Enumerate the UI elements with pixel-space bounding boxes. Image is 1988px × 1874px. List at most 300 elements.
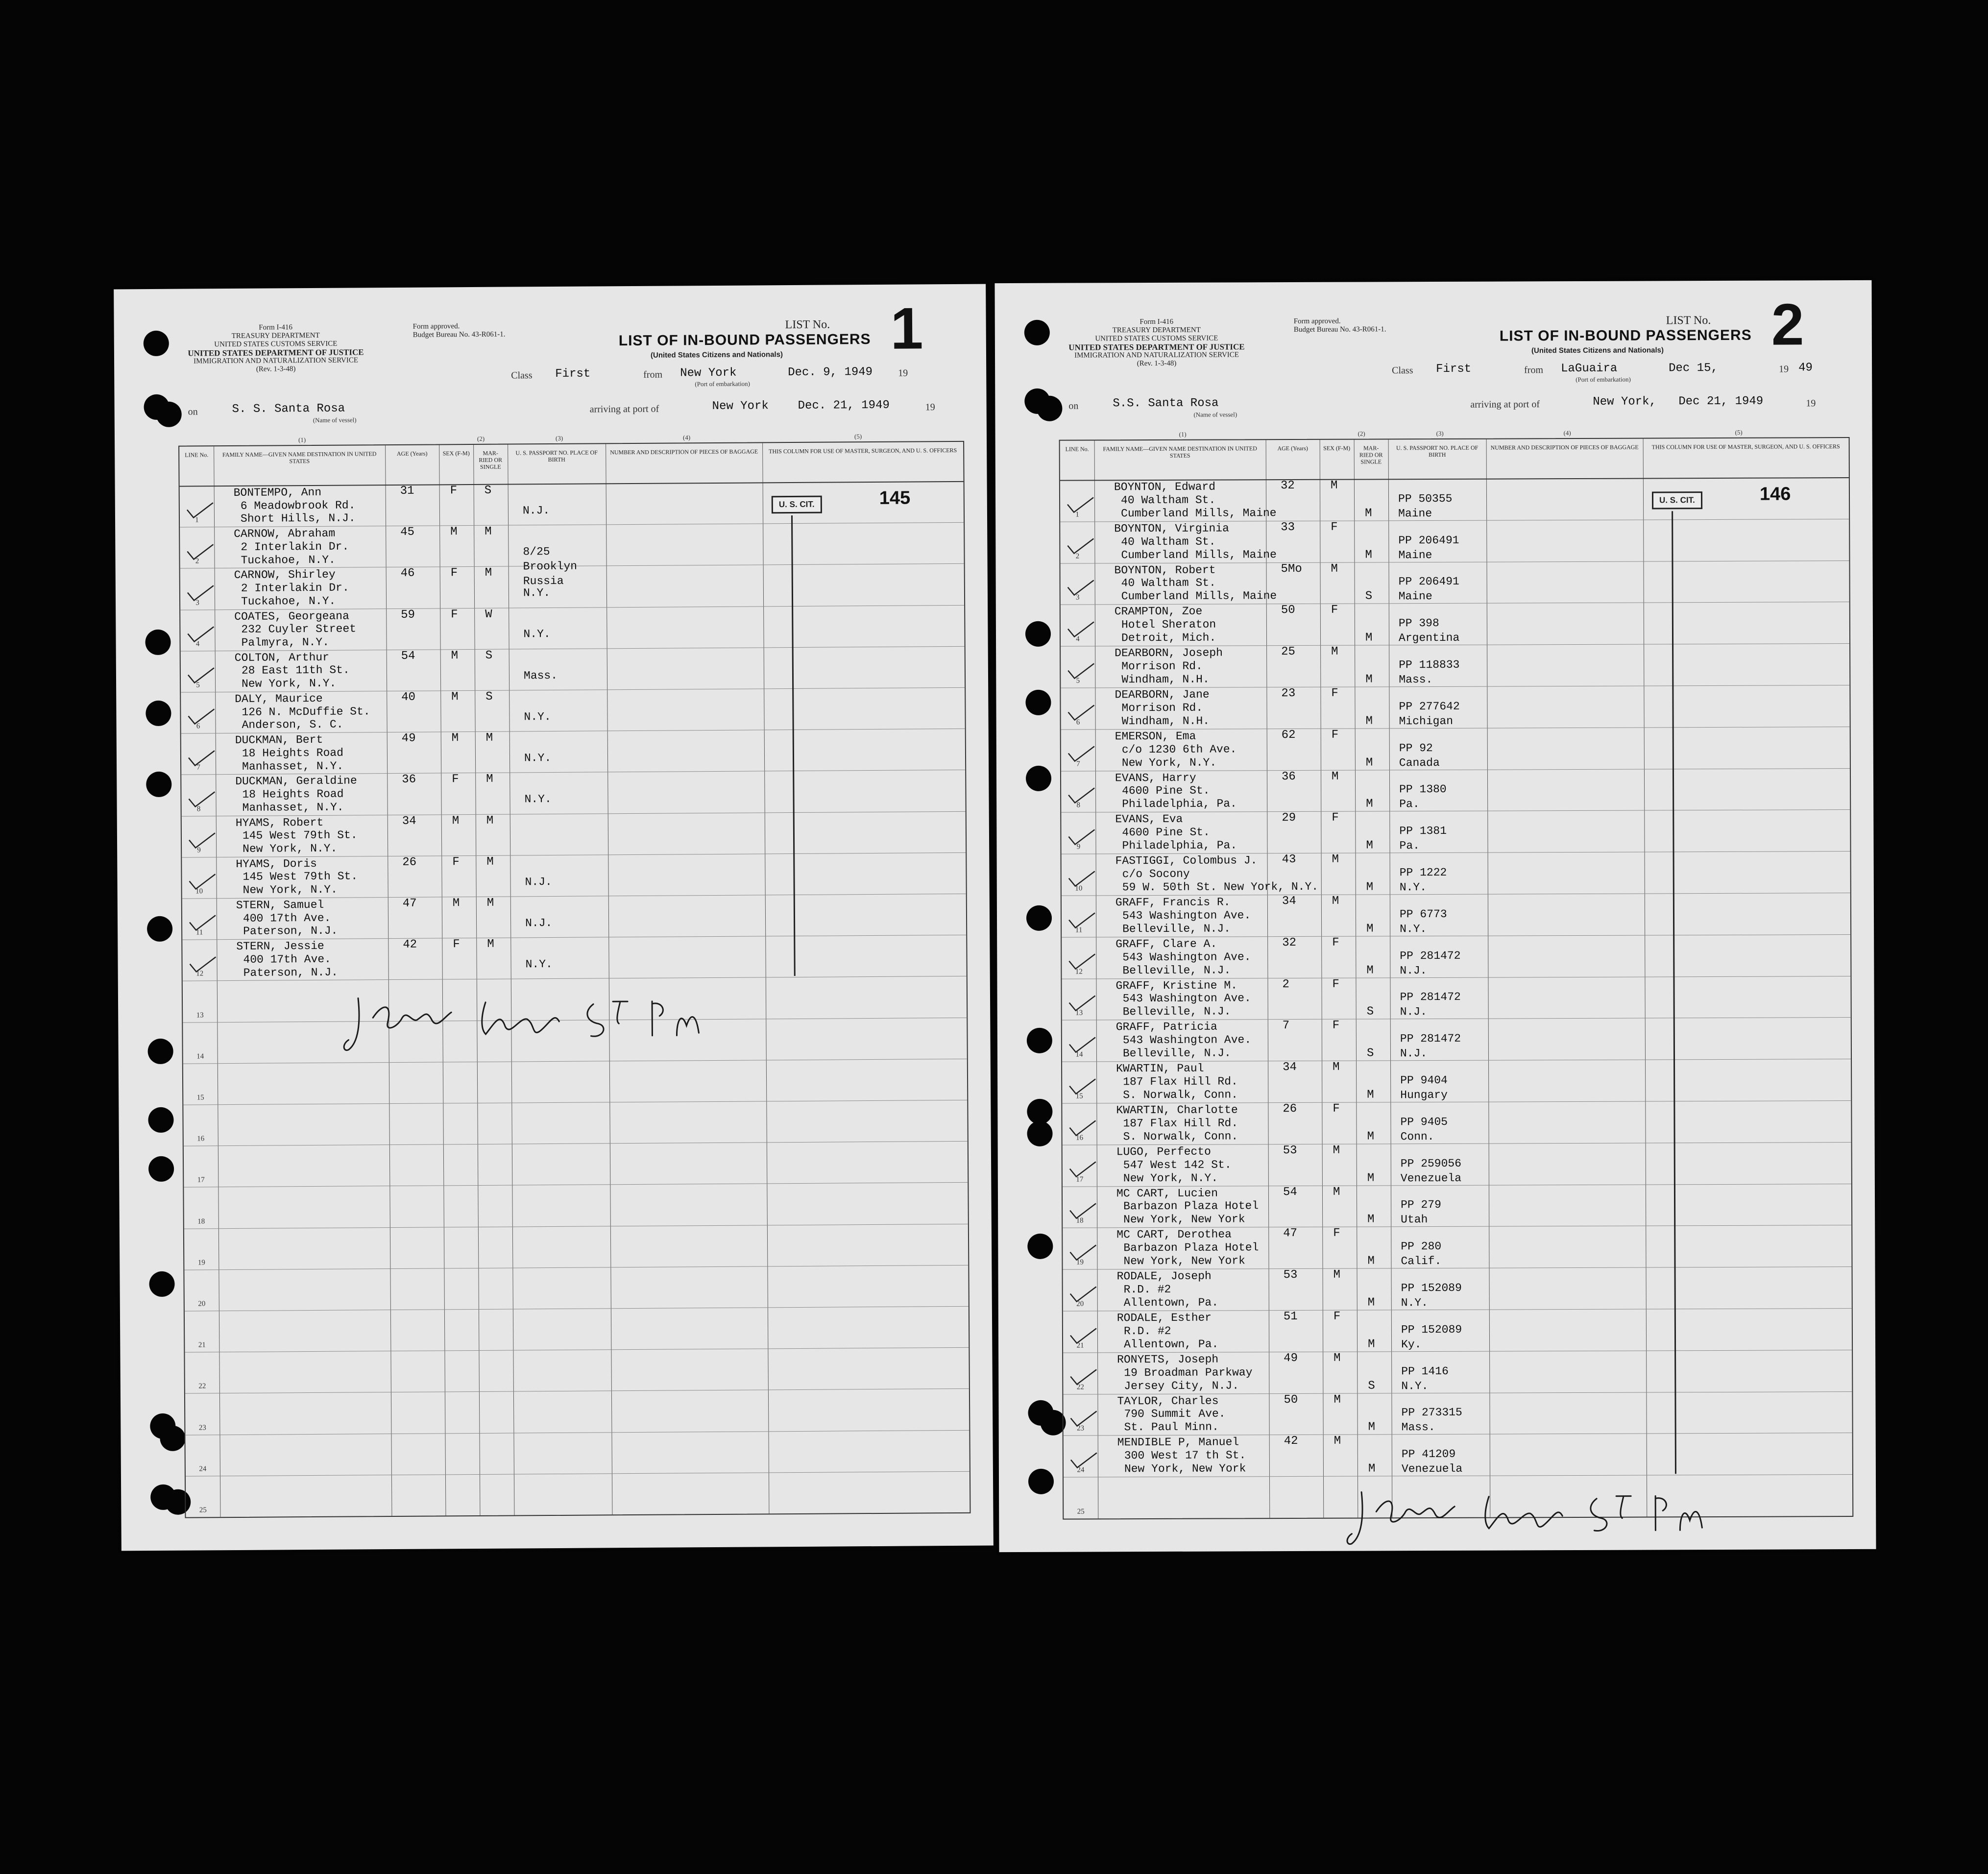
column-divider: [1354, 440, 1358, 1518]
passenger-address: Windham, N.H.: [1121, 714, 1210, 728]
form-header-line-rev: (Rev. 1-3-48): [256, 365, 296, 373]
column-number: (2): [477, 435, 485, 442]
passenger-name: EVANS, Eva: [1115, 813, 1183, 826]
passenger-address: 400 17th Ave.: [243, 952, 332, 966]
punch-hole: [1028, 1469, 1054, 1494]
line-number: 19: [1076, 1258, 1084, 1266]
passenger-name: DUCKMAN, Geraldine: [235, 774, 357, 788]
passport-birthplace: [1398, 491, 1453, 521]
passenger-sex: F: [1333, 1102, 1340, 1116]
list-number: 1: [890, 295, 923, 362]
passenger-entry: [1117, 1270, 1219, 1310]
birthplace: Michigan: [1399, 714, 1454, 728]
passenger-table: [178, 441, 970, 1518]
passenger-sex: F: [1331, 686, 1338, 700]
passenger-sex: M: [1333, 1185, 1340, 1199]
form-header-line-service: UNITED STATES CUSTOMS SERVICE: [214, 340, 338, 349]
row-rule: [185, 1306, 969, 1312]
line-number: 6: [196, 722, 200, 730]
line-number: 2: [195, 557, 199, 565]
column-number: (4): [682, 434, 691, 441]
row-rule: [186, 1471, 970, 1477]
check-mark: [185, 501, 214, 521]
birthplace: N.J.: [1400, 1005, 1427, 1019]
passenger-entry: [1116, 1228, 1259, 1268]
passenger-sex: F: [1332, 977, 1339, 991]
birthplace: Mass.: [1401, 1421, 1435, 1434]
passenger-address: S. Norwalk, Conn.: [1123, 1130, 1238, 1143]
birthplace: Ky.: [1401, 1338, 1422, 1351]
passenger-name: STERN, Samuel: [236, 898, 324, 912]
passenger-name: DEARBORN, Joseph: [1115, 646, 1223, 660]
passport-number: PP 259056: [1400, 1157, 1462, 1170]
punch-hole: [1025, 690, 1051, 715]
line-number: 9: [1076, 843, 1081, 851]
passenger-address: St. Paul Minn.: [1124, 1420, 1219, 1434]
header-name: FAMILY NAME—GIVEN NAME DESTINATION IN UNITED STATES: [1103, 445, 1257, 459]
punch-hole: [1027, 1234, 1053, 1259]
passenger-name: DEARBORN, Jane: [1115, 688, 1210, 702]
line-number: 19: [197, 1259, 205, 1267]
passenger-name: CARNOW, Abraham: [234, 527, 336, 541]
passenger-address: Belleville, N.J.: [1122, 1005, 1231, 1019]
passenger-address: R.D. #2: [1123, 1283, 1171, 1296]
passenger-address: New York, New York: [1124, 1462, 1246, 1476]
line-number: 16: [1076, 1134, 1084, 1142]
arrival-port: New York,: [1593, 395, 1657, 409]
passenger-entry: [234, 609, 356, 649]
birthplace: Russia: [523, 574, 564, 588]
passport-number: PP 281472: [1400, 1032, 1461, 1046]
passenger-sex: M: [1331, 645, 1338, 658]
passenger-address: 400 17th Ave.: [242, 911, 331, 925]
passenger-address: New York, N.Y.: [242, 883, 338, 897]
passenger-age: 59: [401, 608, 415, 622]
arrival-year-printed: 19: [925, 402, 935, 413]
birthplace: N.Y.: [523, 586, 551, 600]
passenger-age: 42: [403, 938, 417, 952]
passenger-name: FASTIGGI, Colombus J.: [1115, 854, 1258, 868]
passport-birthplace: [1401, 1363, 1449, 1393]
passenger-age: 26: [1283, 1102, 1297, 1116]
passenger-marital: M: [485, 731, 493, 745]
manifest-page-2: [994, 280, 1876, 1552]
line-number: 12: [1075, 968, 1083, 976]
form-header-line-form_no: Form I-416: [1139, 317, 1174, 326]
line-number: 20: [1076, 1300, 1084, 1308]
header-sex: SEX (F-M): [442, 450, 470, 457]
passport-birthplace: [1400, 1031, 1461, 1061]
check-mark: [1068, 1285, 1097, 1304]
column-divider: [439, 445, 446, 1515]
passenger-entry: [1114, 563, 1277, 604]
line-number: 15: [196, 1094, 204, 1102]
check-mark: [1067, 1243, 1097, 1263]
passenger-name: RODALE, Joseph: [1116, 1269, 1212, 1283]
year-printed: 19: [1779, 364, 1789, 375]
arrival-year-printed: 19: [1806, 398, 1816, 409]
check-mark: [1067, 1077, 1096, 1096]
punch-hole: [149, 1271, 174, 1297]
passport-number: PP 206491: [1398, 575, 1459, 588]
line-number: 20: [198, 1300, 206, 1308]
passenger-address: 543 Washington Ave.: [1122, 992, 1251, 1005]
passenger-age: 34: [1282, 894, 1296, 908]
passport-birthplace: [523, 585, 550, 600]
line-number: 17: [1076, 1175, 1084, 1184]
passenger-address: Jersey City, N.J.: [1124, 1379, 1239, 1392]
passenger-address: 18 Heights Road: [242, 787, 344, 801]
punch-hole: [1027, 1121, 1052, 1146]
from-label: from: [643, 369, 663, 380]
passport-number: PP 281472: [1400, 991, 1461, 1004]
line-number: 1: [1075, 511, 1079, 519]
vessel-name: S. S. Santa Rosa: [232, 402, 345, 416]
column-divider: [385, 445, 392, 1516]
punch-hole: [145, 701, 171, 726]
passenger-sex: F: [453, 938, 460, 951]
check-mark: [187, 914, 217, 933]
passport-birthplace: [1399, 782, 1447, 811]
passport-number: PP 277642: [1399, 700, 1460, 713]
header-baggage: NUMBER AND DESCRIPTION OF PIECES OF BAGGAGE: [610, 448, 758, 456]
birthplace: Utah: [1401, 1213, 1428, 1226]
passport-birthplace: [524, 792, 551, 806]
birthplace: Maine: [1398, 590, 1432, 603]
passenger-name: MENDIBLE P, Manuel: [1117, 1436, 1239, 1449]
passport-number: PP 9405: [1400, 1115, 1448, 1128]
passenger-marital: S: [485, 690, 493, 704]
check-mark: [1067, 869, 1096, 889]
passenger-marital: M: [486, 773, 493, 786]
column-number: (1): [1179, 430, 1187, 438]
passenger-address: 145 West 79th St.: [242, 870, 358, 884]
inspector-signature: [1342, 1476, 1715, 1554]
check-mark: [1066, 827, 1095, 847]
passenger-age: 5Mo: [1281, 562, 1302, 576]
birthplace: Calif.: [1401, 1255, 1442, 1268]
passport-birthplace: [524, 751, 551, 765]
passenger-name: CRAMPTON, Zoe: [1114, 605, 1203, 618]
passport-birthplace: [524, 709, 551, 724]
punch-hole: [1026, 905, 1052, 931]
punch-hole: [1024, 320, 1050, 345]
passenger-entry: [234, 568, 349, 608]
passenger-entry: [236, 816, 358, 855]
passenger-marital: M: [1365, 631, 1373, 645]
passenger-marital: M: [487, 937, 494, 951]
line-number: 22: [1076, 1383, 1084, 1391]
check-mark: [1068, 1326, 1097, 1346]
passenger-age: 36: [402, 773, 416, 787]
row-rule: [184, 1223, 968, 1229]
check-mark: [1068, 1451, 1098, 1470]
class-label: Class: [1392, 365, 1413, 376]
passenger-entry: [1115, 647, 1223, 686]
column-number: (2): [1358, 430, 1365, 438]
passenger-age: 32: [1282, 936, 1297, 949]
birthplace: N.J.: [1400, 1047, 1428, 1060]
passport-birthplace: [1399, 616, 1459, 645]
birthplace: Argentina: [1398, 631, 1460, 645]
birthplace: Mass.: [1399, 673, 1433, 686]
on-label: on: [1068, 400, 1079, 412]
passport-birthplace: [1401, 1239, 1441, 1268]
passport-birthplace: [1400, 865, 1447, 895]
passport-number: PP 1416: [1401, 1364, 1449, 1378]
passport-birthplace: [523, 503, 550, 518]
passenger-address: R.D. #2: [1123, 1324, 1171, 1338]
passenger-address: 6 Meadowbrook Rd.: [240, 499, 356, 512]
line-number: 6: [1076, 718, 1080, 727]
class-value: First: [1436, 362, 1472, 376]
form-approved-text: Form approved.: [412, 322, 460, 331]
passenger-address: 18 Heights Road: [242, 746, 344, 760]
passenger-address: Paterson, N.J.: [243, 966, 338, 979]
on-label: on: [188, 406, 198, 417]
passenger-sex: M: [1332, 894, 1339, 908]
passenger-entry: [1117, 1353, 1253, 1393]
passenger-address: Hotel Sheraton: [1121, 618, 1216, 632]
passenger-address: New York, N.Y.: [1121, 756, 1217, 769]
passenger-marital: M: [486, 855, 494, 869]
line-number: 18: [197, 1217, 205, 1226]
line-number: 18: [1076, 1217, 1084, 1225]
passenger-address: c/o 1230 6th Ave.: [1121, 743, 1237, 756]
passenger-name: KWARTIN, Charlotte: [1116, 1103, 1238, 1117]
passport-birthplace: [1400, 948, 1460, 977]
passport-birthplace: [1399, 657, 1459, 687]
passenger-entry: [236, 857, 358, 897]
line-number: 14: [1075, 1050, 1083, 1059]
departure-date: Dec 15,: [1669, 361, 1718, 375]
passenger-marital: M: [1365, 548, 1372, 562]
header-married: MAR- RIED OR SINGLE: [1359, 444, 1383, 465]
column-divider: [1486, 439, 1491, 1517]
vessel-note: (Name of vessel): [1193, 411, 1237, 418]
passport-number: PP 280: [1401, 1240, 1442, 1253]
passenger-marital: M: [486, 814, 494, 827]
passenger-address: New York, N.Y.: [1123, 1171, 1218, 1185]
passenger-sex: F: [1332, 811, 1339, 825]
row-rule: [184, 1265, 968, 1270]
passenger-entry: [236, 940, 338, 979]
form-header-line-dept: TREASURY DEPARTMENT: [231, 331, 320, 340]
passenger-address: 187 Flax Hill Rd.: [1123, 1117, 1238, 1130]
passenger-entry: [1116, 1021, 1252, 1061]
passenger-address: 28 East 11th St.: [241, 663, 350, 678]
header-officers: THIS COLUMN FOR USE OF MASTER, SURGEON, AND U. S. OFFICERS: [1651, 443, 1840, 451]
line-number: 23: [1077, 1424, 1085, 1433]
passport-number: PP 279: [1401, 1198, 1441, 1212]
passenger-address: Allentown, Pa.: [1123, 1296, 1219, 1310]
vessel-note: (Name of vessel): [313, 416, 357, 424]
passenger-sex: F: [1333, 1310, 1341, 1323]
line-number: 21: [1076, 1341, 1084, 1350]
header-baggage: NUMBER AND DESCRIPTION OF PIECES OF BAGGAGE: [1490, 443, 1639, 451]
line-number: 2: [1075, 552, 1080, 560]
passenger-age: 26: [402, 855, 417, 869]
line-number: 8: [1076, 801, 1080, 809]
passenger-address: Short Hills, N.J.: [240, 511, 356, 526]
passenger-age: 46: [400, 567, 415, 581]
list-subtitle: (United States Citizens and Nationals): [650, 350, 783, 360]
year-printed: 19: [898, 367, 908, 379]
passenger-address: Morrison Rd.: [1121, 701, 1203, 715]
passenger-address: Belleville, N.J.: [1122, 922, 1231, 935]
passenger-address: Philadelphia, Pa.: [1122, 839, 1237, 852]
passenger-age: 62: [1281, 728, 1296, 742]
passport-number: PP 41209: [1401, 1448, 1456, 1461]
passenger-address: 2 Interlakin Dr.: [241, 581, 349, 595]
header-age: AGE (Years): [1277, 444, 1308, 452]
passenger-entry: [1116, 1103, 1238, 1143]
passenger-entry: [235, 775, 357, 814]
passport-birthplace: [525, 957, 552, 972]
passenger-sex: M: [1331, 562, 1338, 576]
column-number: (3): [1436, 429, 1444, 437]
passenger-marital: M: [1366, 964, 1374, 977]
passenger-name: CARNOW, Shirley: [234, 568, 336, 582]
passenger-name: MC CART, Lucien: [1116, 1187, 1218, 1200]
passenger-marital: W: [485, 608, 492, 621]
passenger-sex: F: [452, 855, 460, 869]
passenger-sex: M: [1333, 1060, 1340, 1074]
birthplace: N.Y.: [524, 710, 551, 724]
passport-number: PP 152089: [1401, 1281, 1462, 1295]
passenger-marital: S: [484, 484, 492, 497]
arrival-date: Dec 21, 1949: [1678, 394, 1764, 409]
passenger-address: 4600 Pine St.: [1122, 826, 1210, 839]
passenger-address: Belleville, N.J.: [1122, 1047, 1231, 1060]
passenger-address: New York, N.Y.: [242, 842, 338, 855]
passport-birthplace: [1399, 699, 1459, 729]
column-divider: [214, 446, 220, 1517]
line-number: 4: [1076, 635, 1080, 643]
punch-hole: [1026, 766, 1051, 791]
birthplace: Mass.: [523, 669, 558, 682]
passenger-marital: M: [1368, 1462, 1376, 1476]
form-header-line-justice: UNITED STATES DEPARTMENT OF JUSTICE: [188, 347, 364, 358]
passenger-name: BOYNTON, Robert: [1114, 563, 1216, 577]
passenger-address: New York, New York: [1123, 1213, 1245, 1226]
check-mark: [187, 872, 216, 892]
embark-note: (Port of embarkation): [1576, 375, 1631, 383]
passenger-sex: M: [1333, 1393, 1341, 1407]
passenger-address: Manhasset, N.Y.: [242, 801, 344, 814]
row-rule: [184, 1182, 968, 1188]
check-mark: [186, 666, 215, 685]
line-number: 10: [195, 887, 203, 896]
birthplace: Maine: [1398, 507, 1432, 520]
passenger-sex: M: [451, 690, 459, 704]
passenger-entry: [235, 733, 344, 773]
passenger-address: 40 Waltham St.: [1121, 535, 1216, 548]
column-divider: [1643, 439, 1648, 1517]
class-label: Class: [511, 370, 533, 381]
line-number: 25: [1077, 1508, 1085, 1516]
line-number: 5: [1076, 677, 1080, 685]
passenger-address: Anderson, S. C.: [242, 718, 343, 732]
column-divider: [1388, 439, 1393, 1517]
passenger-age: 36: [1281, 770, 1296, 783]
check-mark: [1067, 1160, 1097, 1180]
passenger-name: DUCKMAN, Bert: [235, 733, 323, 747]
passenger-address: 145 West 79th St.: [242, 828, 358, 843]
passenger-age: 23: [1281, 686, 1296, 701]
passenger-entry: [1114, 522, 1277, 562]
check-mark: [1065, 495, 1094, 515]
list-subtitle: (United States Citizens and Nationals): [1531, 346, 1664, 355]
passenger-address: Palmyra, N.Y.: [241, 635, 330, 649]
line-number: 25: [199, 1506, 207, 1514]
list-no-label: LIST No.: [785, 318, 830, 332]
form-approved-text: Form approved.: [1293, 317, 1341, 326]
passenger-age: 40: [401, 690, 416, 704]
check-mark: [187, 955, 217, 974]
passenger-address: 4600 Pine St.: [1122, 784, 1210, 798]
passenger-name: GRAFF, Kristine M.: [1115, 979, 1237, 992]
passenger-age: 34: [402, 814, 416, 828]
inspector-signature: [339, 981, 711, 1060]
page-number: 145: [879, 487, 911, 509]
column-divider: [1320, 440, 1324, 1518]
passenger-sex: M: [452, 814, 460, 827]
passenger-age: 7: [1282, 1019, 1290, 1033]
form-header-line-justice: UNITED STATES DEPARTMENT OF JUSTICE: [1068, 342, 1245, 352]
header-sex: SEX (F-M): [1323, 444, 1351, 452]
passenger-address: Tuckahoe, N.Y.: [241, 553, 336, 567]
passenger-entry: [1114, 480, 1277, 520]
passenger-age: 43: [1282, 853, 1296, 867]
vessel-name: S.S. Santa Rosa: [1113, 396, 1219, 411]
passenger-name: RODALE, Esther: [1116, 1311, 1212, 1325]
passenger-name: TAYLOR, Charles: [1117, 1394, 1219, 1408]
passenger-entry: [1116, 1187, 1259, 1227]
check-mark: [1066, 786, 1095, 806]
passenger-marital: M: [1368, 1338, 1375, 1351]
check-mark: [1066, 703, 1095, 723]
birthplace: Maine: [1398, 548, 1432, 561]
birthplace: N.Y.: [1401, 1296, 1429, 1310]
passenger-name: DALY, Maurice: [235, 692, 323, 706]
passenger-age: 45: [400, 525, 415, 539]
passenger-entry: [1115, 896, 1251, 936]
line-number: 4: [195, 640, 200, 648]
passenger-name: GRAFF, Clare A.: [1115, 937, 1217, 951]
passenger-address: Cumberland Mills, Maine: [1121, 548, 1277, 561]
arrival-port: New York: [712, 399, 769, 414]
passenger-name: GRAFF, Patricia: [1115, 1020, 1217, 1034]
passenger-name: RONYETS, Joseph: [1117, 1353, 1219, 1366]
line-number: 5: [196, 681, 200, 689]
punch-hole: [1037, 396, 1062, 421]
line-number: 21: [198, 1341, 206, 1349]
passenger-address: Tuckahoe, N.Y.: [241, 594, 336, 608]
from-label: from: [1524, 365, 1544, 376]
birthplace: Pa.: [1399, 839, 1420, 852]
passport-birthplace: [1400, 1115, 1448, 1144]
passenger-age: 25: [1281, 645, 1295, 659]
form-approval: [1294, 317, 1386, 334]
passenger-sex: F: [1332, 1019, 1340, 1033]
passenger-address: 40 Waltham St.: [1121, 577, 1216, 590]
punch-hole: [147, 916, 172, 942]
line-number: 14: [196, 1052, 204, 1061]
row-rule: [185, 1430, 969, 1435]
passenger-address: 543 Washington Ave.: [1122, 909, 1251, 923]
column-divider: [508, 445, 514, 1515]
